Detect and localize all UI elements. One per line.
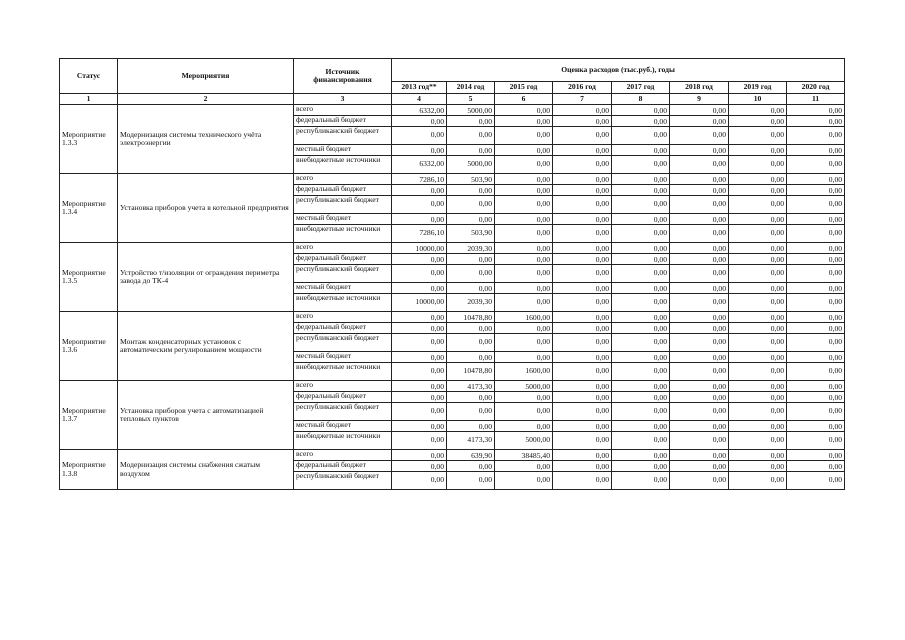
cost-value: 0,00 bbox=[670, 225, 729, 243]
cost-value: 0,00 bbox=[612, 461, 670, 472]
cost-value: 0,00 bbox=[392, 312, 447, 323]
cost-value: 0,00 bbox=[612, 334, 670, 352]
cost-value: 0,00 bbox=[670, 450, 729, 461]
cost-value: 0,00 bbox=[447, 185, 495, 196]
cost-value: 0,00 bbox=[612, 283, 670, 294]
cost-value: 0,00 bbox=[612, 323, 670, 334]
cost-value: 0,00 bbox=[670, 174, 729, 185]
cost-value: 0,00 bbox=[670, 105, 729, 116]
cost-value: 0,00 bbox=[392, 145, 447, 156]
cost-value: 0,00 bbox=[729, 461, 787, 472]
cost-value: 0,00 bbox=[729, 334, 787, 352]
cost-value: 0,00 bbox=[553, 421, 612, 432]
cost-value: 0,00 bbox=[729, 392, 787, 403]
funding-source: всего bbox=[294, 450, 392, 461]
cost-value: 4173,30 bbox=[447, 381, 495, 392]
cost-value: 0,00 bbox=[670, 403, 729, 421]
table-row bbox=[60, 381, 845, 392]
cost-value: 0,00 bbox=[495, 174, 553, 185]
cost-value: 0,00 bbox=[729, 363, 787, 381]
cost-value: 0,00 bbox=[612, 352, 670, 363]
cost-value: 0,00 bbox=[787, 214, 845, 225]
cost-value: 0,00 bbox=[553, 185, 612, 196]
cost-value: 0,00 bbox=[495, 116, 553, 127]
cost-value: 0,00 bbox=[729, 127, 787, 145]
cost-value: 0,00 bbox=[787, 312, 845, 323]
cost-value: 0,00 bbox=[553, 363, 612, 381]
cost-value: 5000,00 bbox=[447, 156, 495, 174]
column-number: 1 bbox=[60, 94, 118, 105]
cost-value: 0,00 bbox=[787, 432, 845, 450]
funding-source: местный бюджет bbox=[294, 214, 392, 225]
cost-value: 0,00 bbox=[553, 352, 612, 363]
cost-value: 0,00 bbox=[392, 323, 447, 334]
cost-value: 0,00 bbox=[392, 432, 447, 450]
funding-source: местный бюджет bbox=[294, 352, 392, 363]
column-number: 3 bbox=[294, 94, 392, 105]
funding-source: внебюджетные источники bbox=[294, 156, 392, 174]
cost-value: 0,00 bbox=[392, 185, 447, 196]
cost-value: 0,00 bbox=[553, 214, 612, 225]
measure-status: Мероприятие 1.3.5 bbox=[60, 243, 118, 312]
funding-source: внебюджетные источники bbox=[294, 225, 392, 243]
cost-value: 0,00 bbox=[670, 185, 729, 196]
cost-value: 0,00 bbox=[447, 214, 495, 225]
header-source: Источник финансирования bbox=[294, 59, 392, 94]
cost-value: 0,00 bbox=[670, 243, 729, 254]
cost-value: 0,00 bbox=[495, 265, 553, 283]
cost-value: 10478,80 bbox=[447, 363, 495, 381]
cost-value: 0,00 bbox=[670, 472, 729, 490]
header-year: 2016 год bbox=[553, 82, 612, 94]
funding-source: федеральный бюджет bbox=[294, 323, 392, 334]
cost-value: 0,00 bbox=[392, 392, 447, 403]
table-row bbox=[60, 174, 845, 185]
table-row bbox=[60, 312, 845, 323]
measure-status: Мероприятие 1.3.7 bbox=[60, 381, 118, 450]
cost-value: 0,00 bbox=[787, 461, 845, 472]
cost-value: 0,00 bbox=[787, 323, 845, 334]
cost-value: 4173,30 bbox=[447, 432, 495, 450]
cost-value: 0,00 bbox=[392, 265, 447, 283]
cost-value: 0,00 bbox=[787, 392, 845, 403]
cost-value: 0,00 bbox=[787, 127, 845, 145]
cost-value: 0,00 bbox=[670, 461, 729, 472]
cost-value: 0,00 bbox=[447, 254, 495, 265]
cost-value: 0,00 bbox=[729, 243, 787, 254]
cost-value: 0,00 bbox=[729, 174, 787, 185]
cost-value: 0,00 bbox=[729, 352, 787, 363]
cost-value: 0,00 bbox=[729, 116, 787, 127]
cost-value: 0,00 bbox=[495, 185, 553, 196]
cost-value: 0,00 bbox=[392, 334, 447, 352]
cost-value: 0,00 bbox=[392, 214, 447, 225]
cost-value: 0,00 bbox=[553, 334, 612, 352]
cost-value: 0,00 bbox=[787, 156, 845, 174]
cost-value: 0,00 bbox=[729, 254, 787, 265]
cost-value: 0,00 bbox=[729, 312, 787, 323]
cost-value: 0,00 bbox=[495, 294, 553, 312]
funding-source: всего bbox=[294, 105, 392, 116]
cost-value: 0,00 bbox=[612, 145, 670, 156]
cost-value: 0,00 bbox=[670, 254, 729, 265]
cost-value: 0,00 bbox=[553, 312, 612, 323]
cost-value: 0,00 bbox=[495, 243, 553, 254]
cost-value: 0,00 bbox=[447, 116, 495, 127]
cost-value: 0,00 bbox=[447, 392, 495, 403]
funding-source: федеральный бюджет bbox=[294, 254, 392, 265]
cost-value: 0,00 bbox=[392, 283, 447, 294]
cost-value: 0,00 bbox=[729, 432, 787, 450]
cost-value: 0,00 bbox=[612, 185, 670, 196]
funding-source: республиканский бюджет bbox=[294, 196, 392, 214]
cost-value: 6332,00 bbox=[392, 156, 447, 174]
cost-value: 0,00 bbox=[787, 403, 845, 421]
cost-value: 0,00 bbox=[612, 127, 670, 145]
cost-value: 0,00 bbox=[787, 145, 845, 156]
header-year: 2020 год bbox=[787, 82, 845, 94]
cost-value: 0,00 bbox=[495, 403, 553, 421]
measure-name: Установка приборов учета с автоматизацией тепловых пунктов bbox=[118, 381, 294, 450]
cost-value: 0,00 bbox=[729, 421, 787, 432]
cost-value: 0,00 bbox=[670, 432, 729, 450]
cost-value: 0,00 bbox=[612, 174, 670, 185]
funding-source: всего bbox=[294, 174, 392, 185]
column-number: 9 bbox=[670, 94, 729, 105]
measure-name: Модернизация системы снабжения сжатым воздухом bbox=[118, 450, 294, 490]
cost-value: 7286,10 bbox=[392, 225, 447, 243]
cost-value: 0,00 bbox=[447, 283, 495, 294]
table-row bbox=[60, 243, 845, 254]
cost-value: 0,00 bbox=[612, 392, 670, 403]
cost-value: 0,00 bbox=[729, 381, 787, 392]
cost-value: 0,00 bbox=[612, 363, 670, 381]
cost-value: 6332,00 bbox=[392, 105, 447, 116]
cost-value: 0,00 bbox=[553, 403, 612, 421]
cost-value: 503,90 bbox=[447, 225, 495, 243]
cost-value: 0,00 bbox=[553, 254, 612, 265]
cost-value: 0,00 bbox=[787, 421, 845, 432]
cost-value: 0,00 bbox=[787, 450, 845, 461]
table-row bbox=[60, 105, 845, 116]
cost-value: 0,00 bbox=[612, 294, 670, 312]
funding-source: внебюджетные источники bbox=[294, 363, 392, 381]
cost-value: 0,00 bbox=[495, 105, 553, 116]
funding-source: местный бюджет bbox=[294, 421, 392, 432]
funding-source: внебюджетные источники bbox=[294, 294, 392, 312]
header-year: 2017 год bbox=[612, 82, 670, 94]
cost-value: 0,00 bbox=[553, 196, 612, 214]
cost-value: 0,00 bbox=[670, 363, 729, 381]
cost-value: 0,00 bbox=[612, 381, 670, 392]
table-body bbox=[60, 105, 845, 490]
cost-value: 0,00 bbox=[553, 472, 612, 490]
header-status: Статус bbox=[60, 59, 118, 94]
cost-value: 0,00 bbox=[787, 363, 845, 381]
cost-value: 0,00 bbox=[670, 156, 729, 174]
measure-status: Мероприятие 1.3.3 bbox=[60, 105, 118, 174]
cost-value: 5000,00 bbox=[447, 105, 495, 116]
cost-value: 0,00 bbox=[670, 334, 729, 352]
header-year: 2018 год bbox=[670, 82, 729, 94]
cost-value: 0,00 bbox=[670, 352, 729, 363]
cost-value: 38485,40 bbox=[495, 450, 553, 461]
cost-value: 0,00 bbox=[495, 214, 553, 225]
cost-value: 5000,00 bbox=[495, 381, 553, 392]
funding-source: местный бюджет bbox=[294, 283, 392, 294]
column-number: 10 bbox=[729, 94, 787, 105]
cost-value: 0,00 bbox=[553, 461, 612, 472]
funding-source: федеральный бюджет bbox=[294, 116, 392, 127]
cost-value: 0,00 bbox=[729, 105, 787, 116]
header-row bbox=[60, 59, 845, 82]
cost-value: 0,00 bbox=[495, 421, 553, 432]
cost-value: 0,00 bbox=[729, 265, 787, 283]
funding-source: местный бюджет bbox=[294, 145, 392, 156]
header-year: 2015 год bbox=[495, 82, 553, 94]
cost-value: 0,00 bbox=[670, 294, 729, 312]
cost-value: 0,00 bbox=[553, 381, 612, 392]
funding-source: республиканский бюджет bbox=[294, 472, 392, 490]
cost-value: 0,00 bbox=[447, 403, 495, 421]
cost-value: 0,00 bbox=[787, 472, 845, 490]
cost-value: 0,00 bbox=[612, 312, 670, 323]
header-year: 2013 год** bbox=[392, 82, 447, 94]
cost-value: 10000,00 bbox=[392, 243, 447, 254]
cost-value: 0,00 bbox=[447, 196, 495, 214]
cost-value: 0,00 bbox=[787, 225, 845, 243]
cost-value: 0,00 bbox=[553, 432, 612, 450]
cost-value: 0,00 bbox=[553, 450, 612, 461]
cost-value: 2039,30 bbox=[447, 243, 495, 254]
cost-value: 0,00 bbox=[612, 225, 670, 243]
cost-value: 0,00 bbox=[495, 145, 553, 156]
cost-value: 0,00 bbox=[553, 283, 612, 294]
funding-source: федеральный бюджет bbox=[294, 461, 392, 472]
funding-source: республиканский бюджет bbox=[294, 265, 392, 283]
column-number: 8 bbox=[612, 94, 670, 105]
cost-value: 0,00 bbox=[392, 254, 447, 265]
cost-value: 0,00 bbox=[729, 294, 787, 312]
cost-value: 0,00 bbox=[495, 283, 553, 294]
cost-value: 0,00 bbox=[729, 145, 787, 156]
cost-value: 503,90 bbox=[447, 174, 495, 185]
measure-status: Мероприятие 1.3.6 bbox=[60, 312, 118, 381]
header-year: 2019 год bbox=[729, 82, 787, 94]
cost-value: 0,00 bbox=[670, 392, 729, 403]
table-row bbox=[60, 450, 845, 461]
cost-value: 0,00 bbox=[392, 472, 447, 490]
cost-value: 0,00 bbox=[612, 243, 670, 254]
cost-value: 0,00 bbox=[612, 214, 670, 225]
cost-value: 0,00 bbox=[787, 105, 845, 116]
funding-source: федеральный бюджет bbox=[294, 185, 392, 196]
column-number: 7 bbox=[553, 94, 612, 105]
cost-value: 0,00 bbox=[670, 265, 729, 283]
cost-value: 0,00 bbox=[447, 265, 495, 283]
cost-value: 1600,00 bbox=[495, 363, 553, 381]
cost-value: 5000,00 bbox=[495, 432, 553, 450]
measure-status: Мероприятие 1.3.4 bbox=[60, 174, 118, 243]
cost-value: 0,00 bbox=[729, 196, 787, 214]
funding-source: республиканский бюджет bbox=[294, 127, 392, 145]
cost-value: 0,00 bbox=[787, 174, 845, 185]
cost-value: 0,00 bbox=[612, 403, 670, 421]
cost-value: 0,00 bbox=[787, 352, 845, 363]
cost-value: 0,00 bbox=[612, 254, 670, 265]
cost-value: 0,00 bbox=[553, 127, 612, 145]
cost-value: 0,00 bbox=[553, 294, 612, 312]
cost-value: 0,00 bbox=[392, 381, 447, 392]
cost-value: 0,00 bbox=[787, 254, 845, 265]
cost-value: 0,00 bbox=[553, 105, 612, 116]
funding-source: республиканский бюджет bbox=[294, 403, 392, 421]
cost-value: 0,00 bbox=[787, 243, 845, 254]
cost-value: 0,00 bbox=[787, 116, 845, 127]
cost-value: 0,00 bbox=[670, 127, 729, 145]
cost-value: 0,00 bbox=[553, 174, 612, 185]
cost-value: 0,00 bbox=[553, 392, 612, 403]
cost-value: 0,00 bbox=[787, 294, 845, 312]
cost-value: 0,00 bbox=[392, 196, 447, 214]
header-year: 2014 год bbox=[447, 82, 495, 94]
cost-value: 0,00 bbox=[612, 116, 670, 127]
cost-value: 1600,00 bbox=[495, 312, 553, 323]
cost-value: 0,00 bbox=[670, 312, 729, 323]
cost-value: 0,00 bbox=[447, 352, 495, 363]
column-number: 5 bbox=[447, 94, 495, 105]
cost-value: 0,00 bbox=[670, 421, 729, 432]
cost-value: 0,00 bbox=[729, 450, 787, 461]
measure-name: Модернизация системы технического учёта электроэнергии bbox=[118, 105, 294, 174]
measure-status: Мероприятие 1.3.8 bbox=[60, 450, 118, 490]
cost-value: 0,00 bbox=[670, 381, 729, 392]
cost-value: 0,00 bbox=[787, 265, 845, 283]
column-number: 4 bbox=[392, 94, 447, 105]
header-cost: Оценка расходов (тыс.руб.), годы bbox=[392, 59, 845, 82]
cost-value: 0,00 bbox=[495, 472, 553, 490]
cost-value: 0,00 bbox=[392, 363, 447, 381]
cost-value: 0,00 bbox=[495, 127, 553, 145]
column-number: 2 bbox=[118, 94, 294, 105]
column-number: 6 bbox=[495, 94, 553, 105]
cost-value: 0,00 bbox=[612, 450, 670, 461]
cost-value: 0,00 bbox=[787, 381, 845, 392]
cost-value: 0,00 bbox=[729, 283, 787, 294]
cost-value: 0,00 bbox=[495, 461, 553, 472]
cost-value: 0,00 bbox=[447, 461, 495, 472]
cost-value: 0,00 bbox=[392, 127, 447, 145]
funding-source: федеральный бюджет bbox=[294, 392, 392, 403]
cost-value: 0,00 bbox=[392, 116, 447, 127]
measure-name: Установка приборов учета в котельной предприятия bbox=[118, 174, 294, 243]
cost-value: 0,00 bbox=[495, 392, 553, 403]
cost-value: 0,00 bbox=[447, 127, 495, 145]
cost-value: 0,00 bbox=[670, 323, 729, 334]
cost-value: 0,00 bbox=[670, 145, 729, 156]
measure-name: Устройство т/изоляции от ограждения периметра завода до ТК-4 bbox=[118, 243, 294, 312]
cost-value: 0,00 bbox=[553, 116, 612, 127]
cost-value: 0,00 bbox=[447, 323, 495, 334]
funding-source: внебюджетные источники bbox=[294, 432, 392, 450]
cost-value: 0,00 bbox=[787, 334, 845, 352]
cost-value: 0,00 bbox=[612, 156, 670, 174]
cost-value: 0,00 bbox=[787, 283, 845, 294]
funding-source: всего bbox=[294, 312, 392, 323]
cost-value: 0,00 bbox=[729, 323, 787, 334]
cost-value: 0,00 bbox=[495, 225, 553, 243]
cost-value: 0,00 bbox=[729, 214, 787, 225]
cost-value: 0,00 bbox=[612, 196, 670, 214]
cost-value: 0,00 bbox=[670, 214, 729, 225]
cost-value: 0,00 bbox=[612, 472, 670, 490]
cost-value: 0,00 bbox=[729, 156, 787, 174]
funding-source: всего bbox=[294, 243, 392, 254]
cost-value: 0,00 bbox=[447, 145, 495, 156]
cost-value: 10478,80 bbox=[447, 312, 495, 323]
cost-value: 0,00 bbox=[392, 352, 447, 363]
cost-value: 0,00 bbox=[495, 254, 553, 265]
cost-value: 639,90 bbox=[447, 450, 495, 461]
cost-value: 0,00 bbox=[670, 283, 729, 294]
measure-name: Монтаж конденсаторных установок с автоматическим регулированием мощности bbox=[118, 312, 294, 381]
cost-value: 0,00 bbox=[392, 450, 447, 461]
cost-value: 0,00 bbox=[495, 196, 553, 214]
cost-value: 0,00 bbox=[553, 323, 612, 334]
cost-value: 0,00 bbox=[553, 243, 612, 254]
cost-value: 0,00 bbox=[392, 421, 447, 432]
cost-value: 0,00 bbox=[447, 421, 495, 432]
cost-value: 7286,10 bbox=[392, 174, 447, 185]
cost-value: 0,00 bbox=[553, 225, 612, 243]
cost-value: 0,00 bbox=[495, 334, 553, 352]
cost-value: 0,00 bbox=[612, 105, 670, 116]
expenditure-table bbox=[59, 58, 845, 490]
column-number: 11 bbox=[787, 94, 845, 105]
cost-value: 0,00 bbox=[447, 472, 495, 490]
cost-value: 0,00 bbox=[392, 461, 447, 472]
funding-source: всего bbox=[294, 381, 392, 392]
cost-value: 0,00 bbox=[729, 403, 787, 421]
cost-value: 0,00 bbox=[553, 265, 612, 283]
cost-value: 0,00 bbox=[553, 156, 612, 174]
cost-value: 0,00 bbox=[612, 421, 670, 432]
table-viewport bbox=[59, 58, 846, 575]
cost-value: 0,00 bbox=[787, 185, 845, 196]
cost-value: 0,00 bbox=[495, 323, 553, 334]
cost-value: 10000,00 bbox=[392, 294, 447, 312]
cost-value: 2039,30 bbox=[447, 294, 495, 312]
cost-value: 0,00 bbox=[495, 156, 553, 174]
cost-value: 0,00 bbox=[729, 185, 787, 196]
cost-value: 0,00 bbox=[553, 145, 612, 156]
cost-value: 0,00 bbox=[670, 196, 729, 214]
cost-value: 0,00 bbox=[612, 432, 670, 450]
cost-value: 0,00 bbox=[787, 196, 845, 214]
header-event: Мероприятия bbox=[118, 59, 294, 94]
cost-value: 0,00 bbox=[729, 472, 787, 490]
cost-value: 0,00 bbox=[392, 403, 447, 421]
cost-value: 0,00 bbox=[670, 116, 729, 127]
funding-source: республиканский бюджет bbox=[294, 334, 392, 352]
column-numbers-row bbox=[60, 94, 845, 105]
cost-value: 0,00 bbox=[729, 225, 787, 243]
cost-value: 0,00 bbox=[495, 352, 553, 363]
cost-value: 0,00 bbox=[447, 334, 495, 352]
cost-value: 0,00 bbox=[612, 265, 670, 283]
